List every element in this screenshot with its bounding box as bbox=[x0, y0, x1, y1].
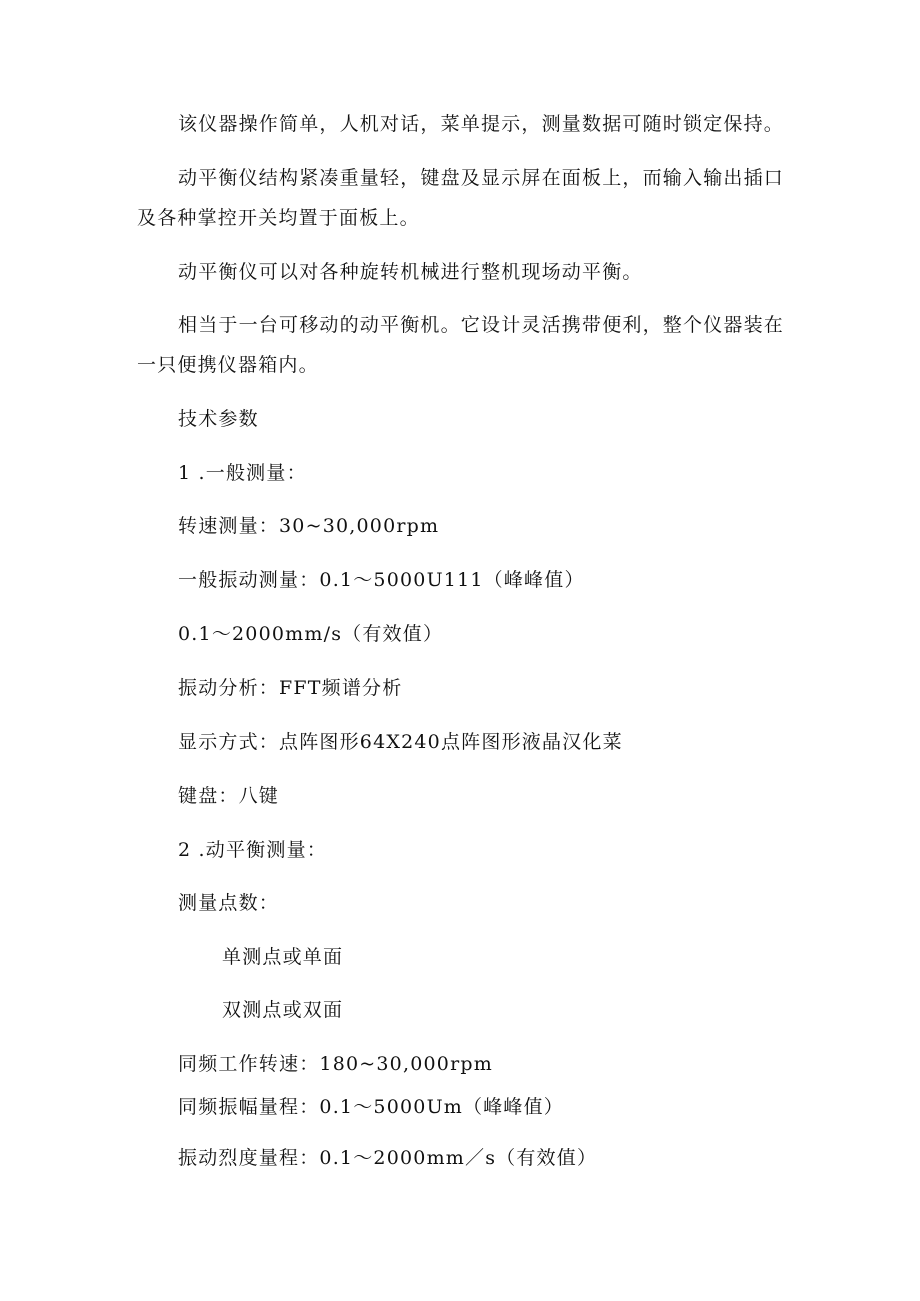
paragraph-line: 动平衡仪可以对各种旋转机械进行整机现场动平衡。 bbox=[178, 261, 643, 283]
paragraph-line: 及各种掌控开关均置于面板上。 bbox=[137, 207, 420, 229]
spec-line: 0.1～2000mm/s（有效值） bbox=[178, 623, 444, 645]
paragraph-line: 动平衡仪结构紧凑重量轻，键盘及显示屏在面板上，而输入输出插口 bbox=[178, 167, 785, 189]
subsection-heading: 2 .动平衡测量： bbox=[178, 839, 327, 861]
paragraph-line: 该仪器操作简单，人机对话，菜单提示，测量数据可随时锁定保持。 bbox=[178, 113, 785, 135]
spec-line: 转速测量：30~30,000rpm bbox=[178, 515, 440, 537]
spec-line: 同频工作转速：180~30,000rpm bbox=[178, 1053, 493, 1075]
spec-line: 一般振动测量：0.1～5000U111（峰峰值） bbox=[178, 569, 585, 591]
paragraph-line: 一只便携仪器箱内。 bbox=[137, 354, 319, 376]
spec-line: 振动烈度量程：0.1～2000mm／s（有效值） bbox=[178, 1147, 598, 1169]
section-heading: 技术参数 bbox=[178, 408, 259, 430]
paragraph-line: 相当于一台可移动的动平衡机。它设计灵活携带便利，整个仪器装在 bbox=[178, 314, 785, 336]
spec-option: 单测点或单面 bbox=[222, 946, 344, 968]
spec-option: 双测点或双面 bbox=[222, 999, 344, 1021]
spec-line: 同频振幅量程：0.1～5000Um（峰峰值） bbox=[178, 1096, 564, 1118]
spec-line: 测量点数： bbox=[178, 892, 280, 914]
spec-line: 显示方式：点阵图形64X240点阵图形液晶汉化菜 bbox=[178, 731, 623, 753]
spec-line: 振动分析：FFT频谱分析 bbox=[178, 677, 403, 699]
subsection-heading: 1 .一般测量： bbox=[178, 462, 307, 484]
spec-line: 键盘：八键 bbox=[178, 785, 280, 807]
